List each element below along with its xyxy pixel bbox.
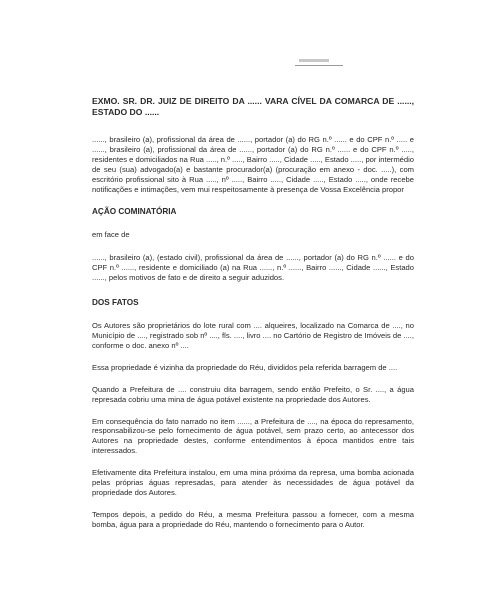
em-face-text: em face de [92, 230, 130, 240]
facts-heading: DOS FATOS [92, 298, 139, 308]
header-mark [295, 56, 343, 68]
document-body [92, 96, 414, 542]
facts-paragraph-4: Em consequência do fato narrado no item ......, a Prefeitura de ...., na época do represamento, responsabilizou-se pelo fornecimento de água potável, sem prazo certo, ao antecessor dos Autores na propriedade destes, conforme entendimentos à época mantidos entre tais interessados. [92, 416, 414, 456]
document-title: EXMO. SR. DR. JUIZ DE DIREITO DA ...... VARA CÍVEL DA COMARCA DE ......, ESTADO DO ...... [92, 96, 414, 117]
header-underline [295, 65, 343, 66]
facts-paragraph-5: Efetivamente dita Prefeitura instalou, em uma mina próxima da represa, uma bomba acionada pelas próprias águas represadas, para atender às necessidades de água potável da propriedade dos Autores. [92, 468, 414, 497]
facts-paragraph-3: Quando a Prefeitura de .... construiu dita barragem, sendo então Prefeito, o Sr. ...., a água represada cobriu uma mina de água potável existente na propriedade dos Autores. [92, 384, 414, 404]
facts-paragraph-6: Tempos depois, a pedido do Réu, a mesma Prefeitura passou a fornecer, com a mesma bomba, água para a propriedade do Réu, mantendo o fornecimento para o Autor. [92, 509, 414, 529]
defendant-paragraph: ......, brasileiro (a), (estado civil), profissional da área de ......, portador (a) do RG n.º ...... e do CPF n.º ......, residente e domiciliado (a) na Rua ......, n.º ......, Bairro ......, Cidade ......, Estado ......, pelos motivos de fato e de direito a seguir aduzidos. [92, 253, 414, 283]
facts-paragraph-1: Os Autores são proprietários do lote rural com .... alqueires, localizado na Comarca de ...., no Município de ...., registrado sob nº ...., fls. ...., livro .... no Cartório de Registro de Imóveis de ...., conforme o doc. anexo nº .... [92, 321, 414, 350]
header-mark-text [299, 59, 329, 62]
action-heading: AÇÃO COMINATÓRIA [92, 207, 177, 217]
intro-paragraph: ......, brasileiro (a), profissional da área de ......, portador (a) do RG n.º ...... e do CPF n.º ..... e ......, brasileiro (a), profissional da área de ......, portador (a) do RG n.º ...... e do CPF n.º ....., residentes e domiciliados na Rua ....., n.º ....., Bairro ....., Cidade ....., Estado ....., por intermédio de seu (sua) advogado(a) e bastante procurador(a) (procuração em anexo - doc. .....), com escritório profissional sito à Rua ....., nº ....., Bairro ....., Cidade ....., Estado ....., onde recebe notificações e intimações, vem mui respeitosamente à presença de Vossa Excelência propor [92, 135, 414, 194]
facts-paragraph-2: Essa propriedade é vizinha da propriedade do Réu, divididos pela referida barragem de .... [92, 362, 398, 372]
